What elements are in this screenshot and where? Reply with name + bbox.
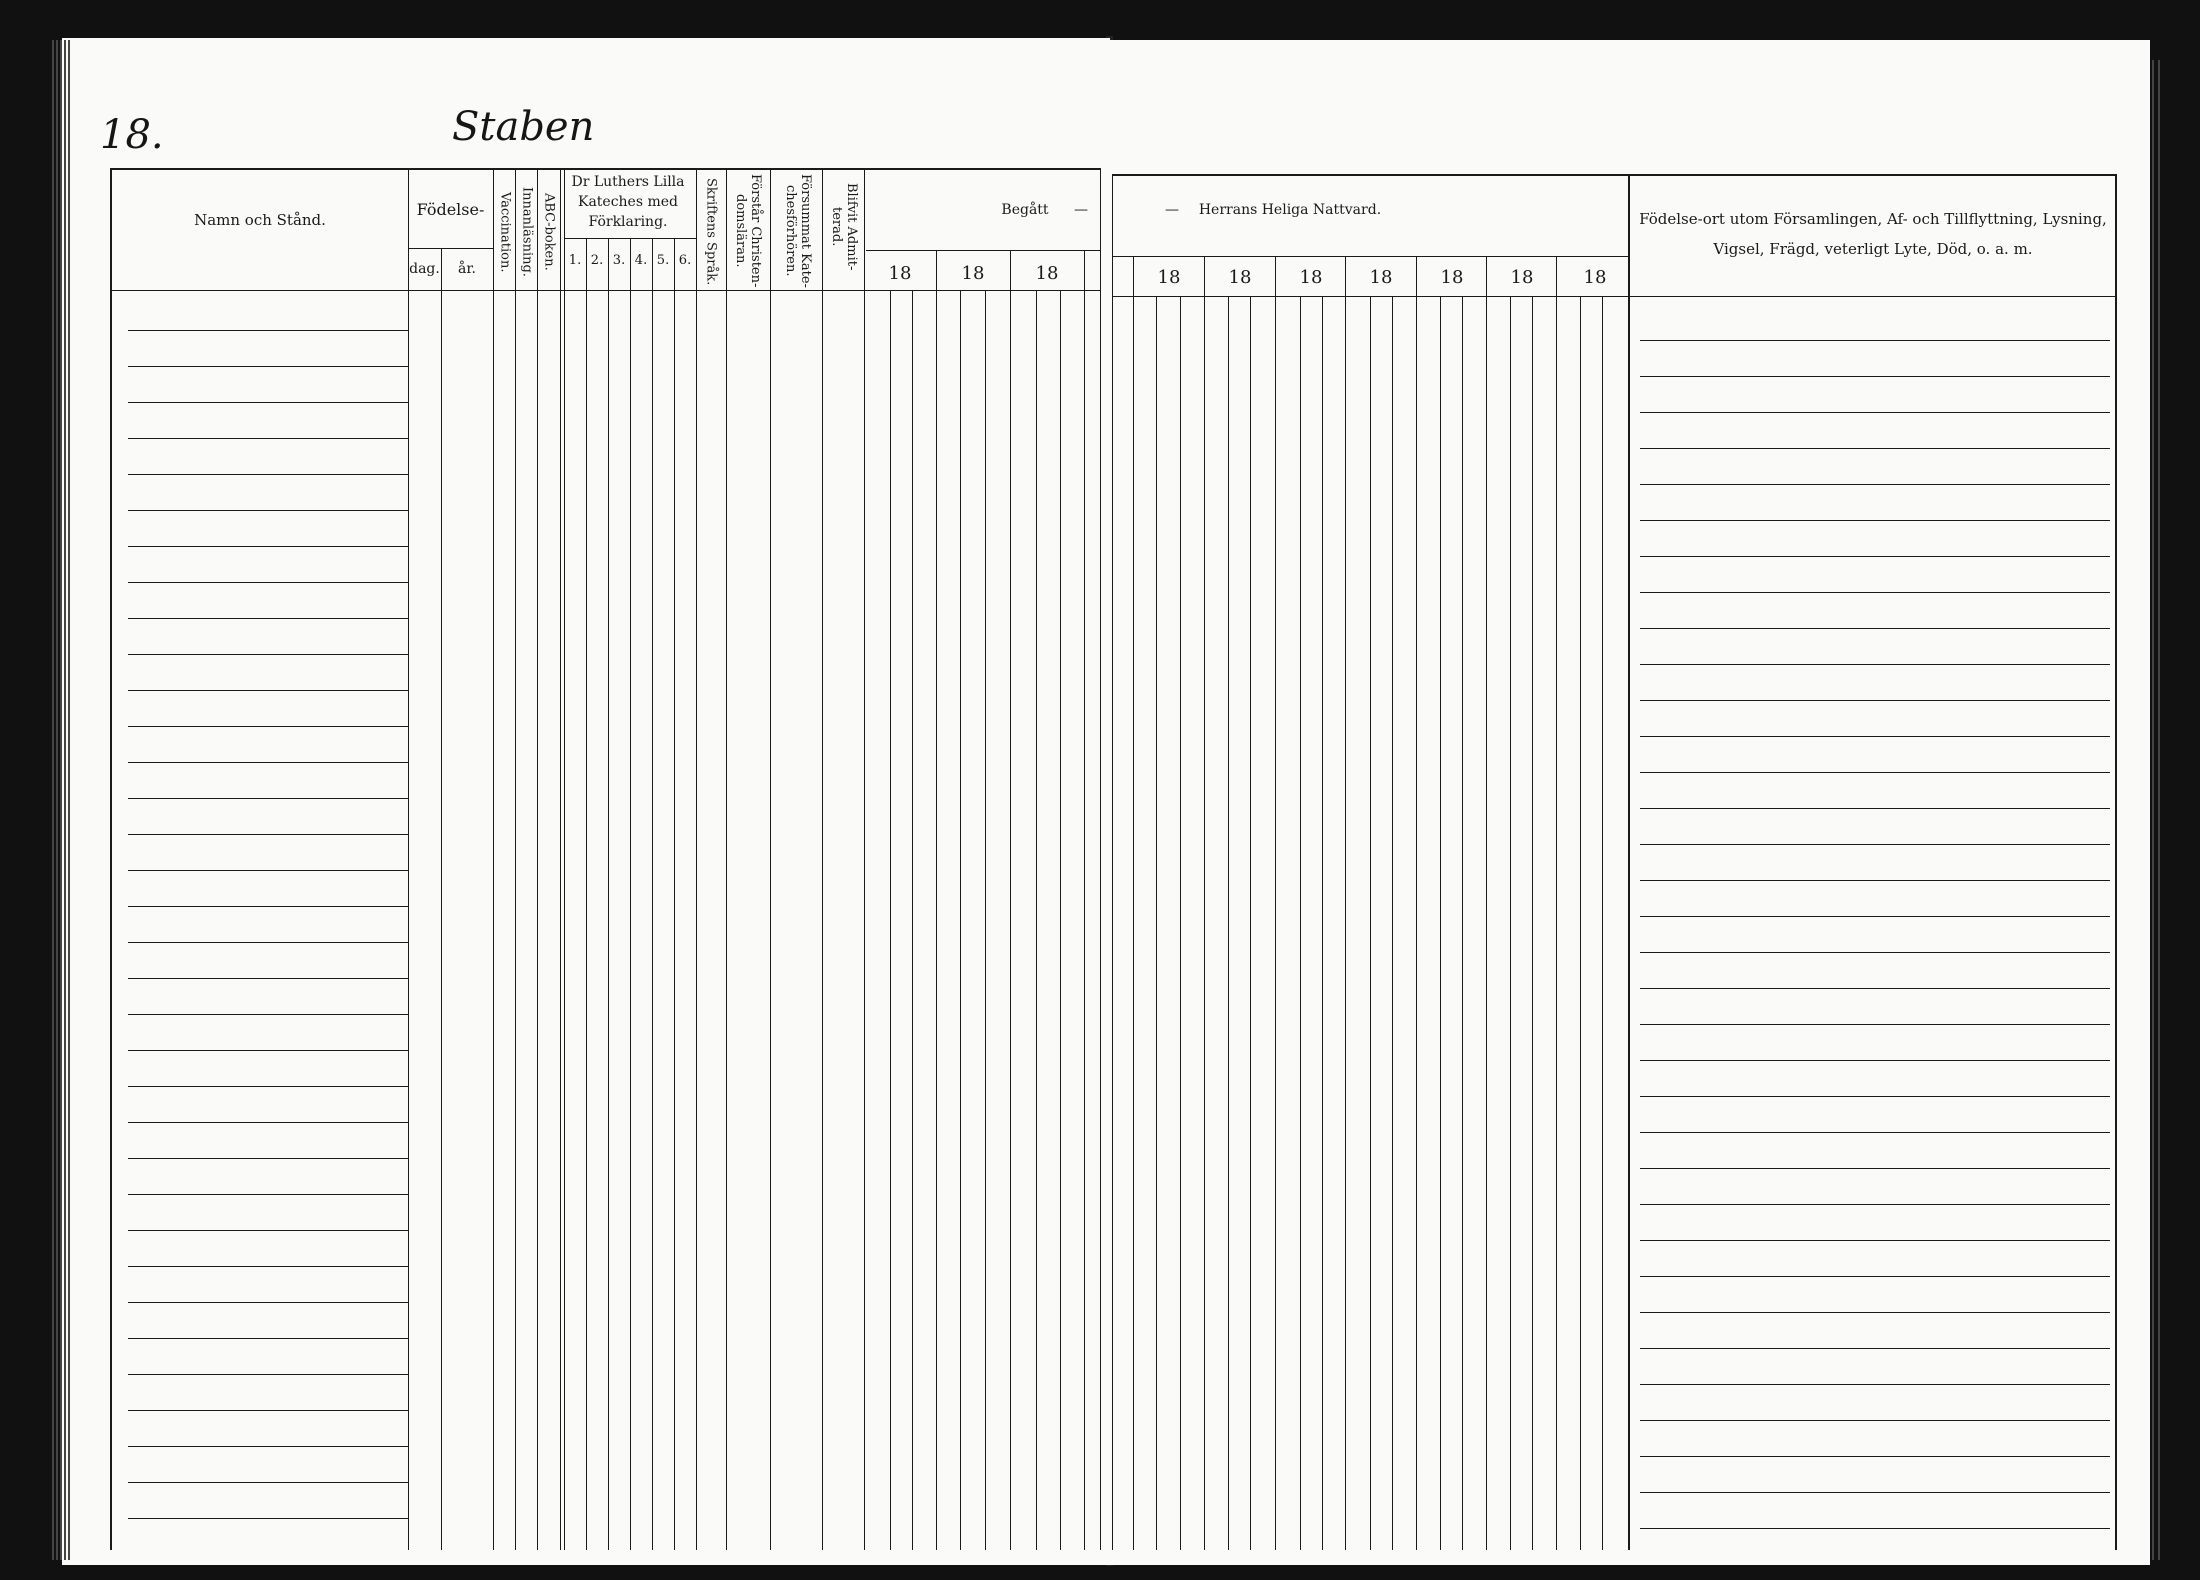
row-rule [128,942,408,943]
column-rule [1392,296,1393,1550]
row-rule [128,762,408,763]
column-rule [1112,174,1113,1550]
row-rule [128,1158,408,1159]
row-rule [1640,628,2110,629]
row-rule [1640,1132,2110,1133]
row-rule [866,250,1100,251]
row-rule [1640,700,2110,701]
row-rule [1640,1456,2110,1457]
row-rule [1640,1528,2110,1529]
column-rule [674,238,675,1550]
column-rule [1462,296,1463,1550]
row-rule [1640,808,2110,809]
row-rule [128,510,408,511]
col-hearing-header: Försummat Kate-chesförhören. [783,174,813,288]
place-name: Staben [452,104,595,150]
page-edge [64,40,66,1560]
row-rule [128,1374,408,1375]
row-rule [128,906,408,907]
row-rule [128,1338,408,1339]
row-rule [128,726,408,727]
column-rule [441,248,442,1550]
row-rule [1640,1168,2110,1169]
column-rule [696,168,697,1550]
column-rule [936,250,937,1550]
column-rule [1180,296,1181,1550]
column-rule [1228,296,1229,1550]
communion-label: Herrans Heliga Nattvard. [1198,202,1382,218]
column-rule [1300,296,1301,1550]
col-catechism-2: 2. [590,252,604,268]
column-rule [1036,290,1037,1550]
row-rule [128,1194,408,1195]
row-rule [1640,1384,2110,1385]
year-label: 18 [1299,266,1323,288]
column-rule [1060,290,1061,1550]
column-rule [960,290,961,1550]
row-rule [128,366,408,367]
col-name-header: Namn och Stånd. [194,211,326,229]
column-rule [408,168,409,1550]
row-rule [128,1266,408,1267]
row-rule [1640,340,2110,341]
row-rule [128,1230,408,1231]
year-label: 18 [1157,266,1181,288]
column-rule [1084,250,1085,1550]
page-edge [60,40,62,1560]
col-catechism-3: 3. [612,252,626,268]
row-rule [128,1410,408,1411]
row-rule [128,1482,408,1483]
row-rule [1640,844,2110,845]
column-rule [1250,296,1251,1550]
page-edge [2158,60,2160,1560]
row-rule [128,1302,408,1303]
row-rule [1640,448,2110,449]
column-rule [1204,256,1205,1550]
col-catechism-header: Dr Luthers Lilla Kateches med Förklaring. [571,174,685,230]
row-rule [128,1518,408,1519]
col-vaccination-header: Vaccination. [497,191,513,273]
column-rule [1510,296,1511,1550]
row-rule [1640,1348,2110,1349]
column-rule [822,168,823,1550]
column-rule [2115,174,2117,1550]
row-rule [1640,1024,2110,1025]
row-rule [1640,1240,2110,1241]
column-rule [1556,256,1557,1550]
page-edge [2152,60,2154,1560]
row-rule [110,290,1100,291]
col-remarks-header: Födelse-ort utom Församlingen, Af- och Tillflyttning, Lysning, Vigsel, Frägd, veterligt Lyte, Död, o. a. m. [1639,210,2107,258]
row-rule [128,1014,408,1015]
row-rule [1112,174,2115,176]
row-rule [128,546,408,547]
row-rule [128,474,408,475]
column-rule [1275,256,1276,1550]
row-rule [1640,772,2110,773]
column-rule [1440,296,1441,1550]
year-label: 18 [1510,266,1534,288]
row-rule [1640,412,2110,413]
row-rule [128,402,408,403]
col-catechism-4: 4. [634,252,648,268]
year-label: 18 [961,262,985,284]
page-number: 18. [100,112,164,158]
row-rule [1640,1492,2110,1493]
row-rule [1640,1096,2110,1097]
year-label: 18 [1035,262,1059,284]
column-rule [537,168,538,1550]
row-rule [1640,880,2110,881]
row-rule [128,618,408,619]
row-rule [1640,592,2110,593]
column-rule [1100,168,1101,1550]
column-rule [608,238,609,1550]
row-rule [128,1086,408,1087]
row-rule [128,834,408,835]
begatt-label: Begått [1001,202,1049,218]
row-rule [1640,484,2110,485]
row-rule [1640,556,2110,557]
column-rule [912,290,913,1550]
row-rule [128,582,408,583]
row-rule [128,690,408,691]
dash-right: — [1165,202,1179,218]
row-rule [1640,1060,2110,1061]
column-rule [586,238,587,1550]
column-rule [630,238,631,1550]
dash-left: — [1074,202,1088,218]
column-rule [1345,256,1346,1550]
row-rule [128,978,408,979]
col-admitted-header: Blifvit Admit-terad. [829,183,859,271]
year-label: 18 [1440,266,1464,288]
column-rule [564,168,565,1550]
row-rule [128,870,408,871]
column-rule [1133,256,1134,1550]
row-rule [1640,520,2110,521]
col-birth-header: Födelse- [416,199,485,219]
row-rule [1640,1276,2110,1277]
column-rule [1628,174,1630,1550]
row-rule [128,1122,408,1123]
col-scripture-header: Skriftens Språk. [703,178,719,286]
column-rule [652,238,653,1550]
column-rule [1532,296,1533,1550]
column-rule [515,168,516,1550]
column-rule [1602,296,1603,1550]
row-rule [1640,376,2110,377]
col-reading-header: Innanläsning. [519,187,535,277]
row-rule [1640,736,2110,737]
year-label: 18 [1583,266,1607,288]
row-rule [1640,1312,2110,1313]
row-rule [128,330,408,331]
row-rule [1640,1204,2110,1205]
row-rule [1640,952,2110,953]
column-rule [1580,296,1581,1550]
column-rule [1010,250,1011,1550]
column-rule [864,168,865,1550]
column-rule [770,168,771,1550]
row-rule [128,1050,408,1051]
column-rule [890,290,891,1550]
row-rule [128,438,408,439]
row-rule [1640,988,2110,989]
page-edge [68,40,70,1560]
row-rule [1112,256,1628,257]
column-rule [110,168,112,1550]
col-catechism-1: 1. [568,252,582,268]
row-rule [1640,664,2110,665]
col-catechism-6: 6. [678,252,692,268]
row-rule [128,654,408,655]
col-birth-year-header: år. [458,261,476,277]
column-rule [985,290,986,1550]
col-catechism-5: 5. [656,252,670,268]
column-rule [493,168,494,1550]
row-rule [128,1446,408,1447]
column-rule [560,168,561,1550]
row-rule [128,798,408,799]
column-rule [726,168,727,1550]
page-edge [52,40,54,1560]
column-rule [1486,256,1487,1550]
page-edge [56,40,58,1560]
year-label: 18 [1228,266,1252,288]
column-rule [1416,256,1417,1550]
column-rule [1370,296,1371,1550]
row-rule [1112,296,2115,297]
year-label: 18 [1369,266,1393,288]
row-rule [1640,916,2110,917]
col-understanding-header: Förstår Christen-domsläran. [733,174,763,288]
column-rule [1156,296,1157,1550]
row-rule [1640,1420,2110,1421]
col-abc-header: ABC-boken. [541,193,557,271]
column-rule [1322,296,1323,1550]
year-label: 18 [888,262,912,284]
col-birth-day-header: dag. [409,261,440,277]
